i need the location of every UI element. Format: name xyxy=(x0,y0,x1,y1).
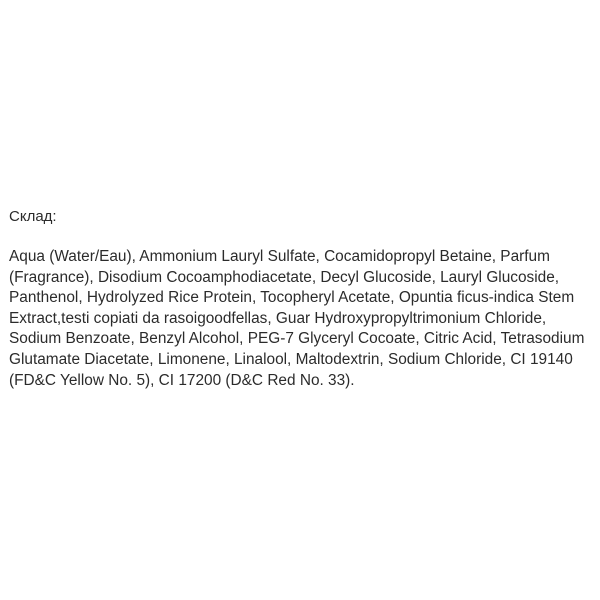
ingredients-line: Extract,testi copiati da rasoigoodfellas, Guar Hydroxypropyltrimonium Chloride, xyxy=(9,309,547,327)
ingredients-list xyxy=(9,247,599,391)
ingredients-line: Panthenol, Hydrolyzed Rice Protein, Tocopheryl Acetate, Opuntia ficus-indica Stem xyxy=(9,289,575,307)
composition-heading: Склад: xyxy=(9,208,57,225)
ingredients-line: Sodium Benzoate, Benzyl Alcohol, PEG-7 Glyceryl Cocoate, Citric Acid, Tetrasodium xyxy=(9,330,585,348)
ingredients-line: (FD&C Yellow No. 5), CI 17200 (D&C Red No. 33). xyxy=(9,371,355,389)
ingredients-line: Glutamate Diacetate, Limonene, Linalool, Maltodextrin, Sodium Chloride, CI 19140 xyxy=(9,350,573,368)
product-description xyxy=(9,207,599,391)
ingredients-line: (Fragrance), Disodium Cocoamphodiacetate, Decyl Glucoside, Lauryl Glucoside, xyxy=(9,268,560,286)
ingredients-line: Aqua (Water/Eau), Ammonium Lauryl Sulfate, Cocamidopropyl Betaine, Parfum xyxy=(9,248,550,265)
